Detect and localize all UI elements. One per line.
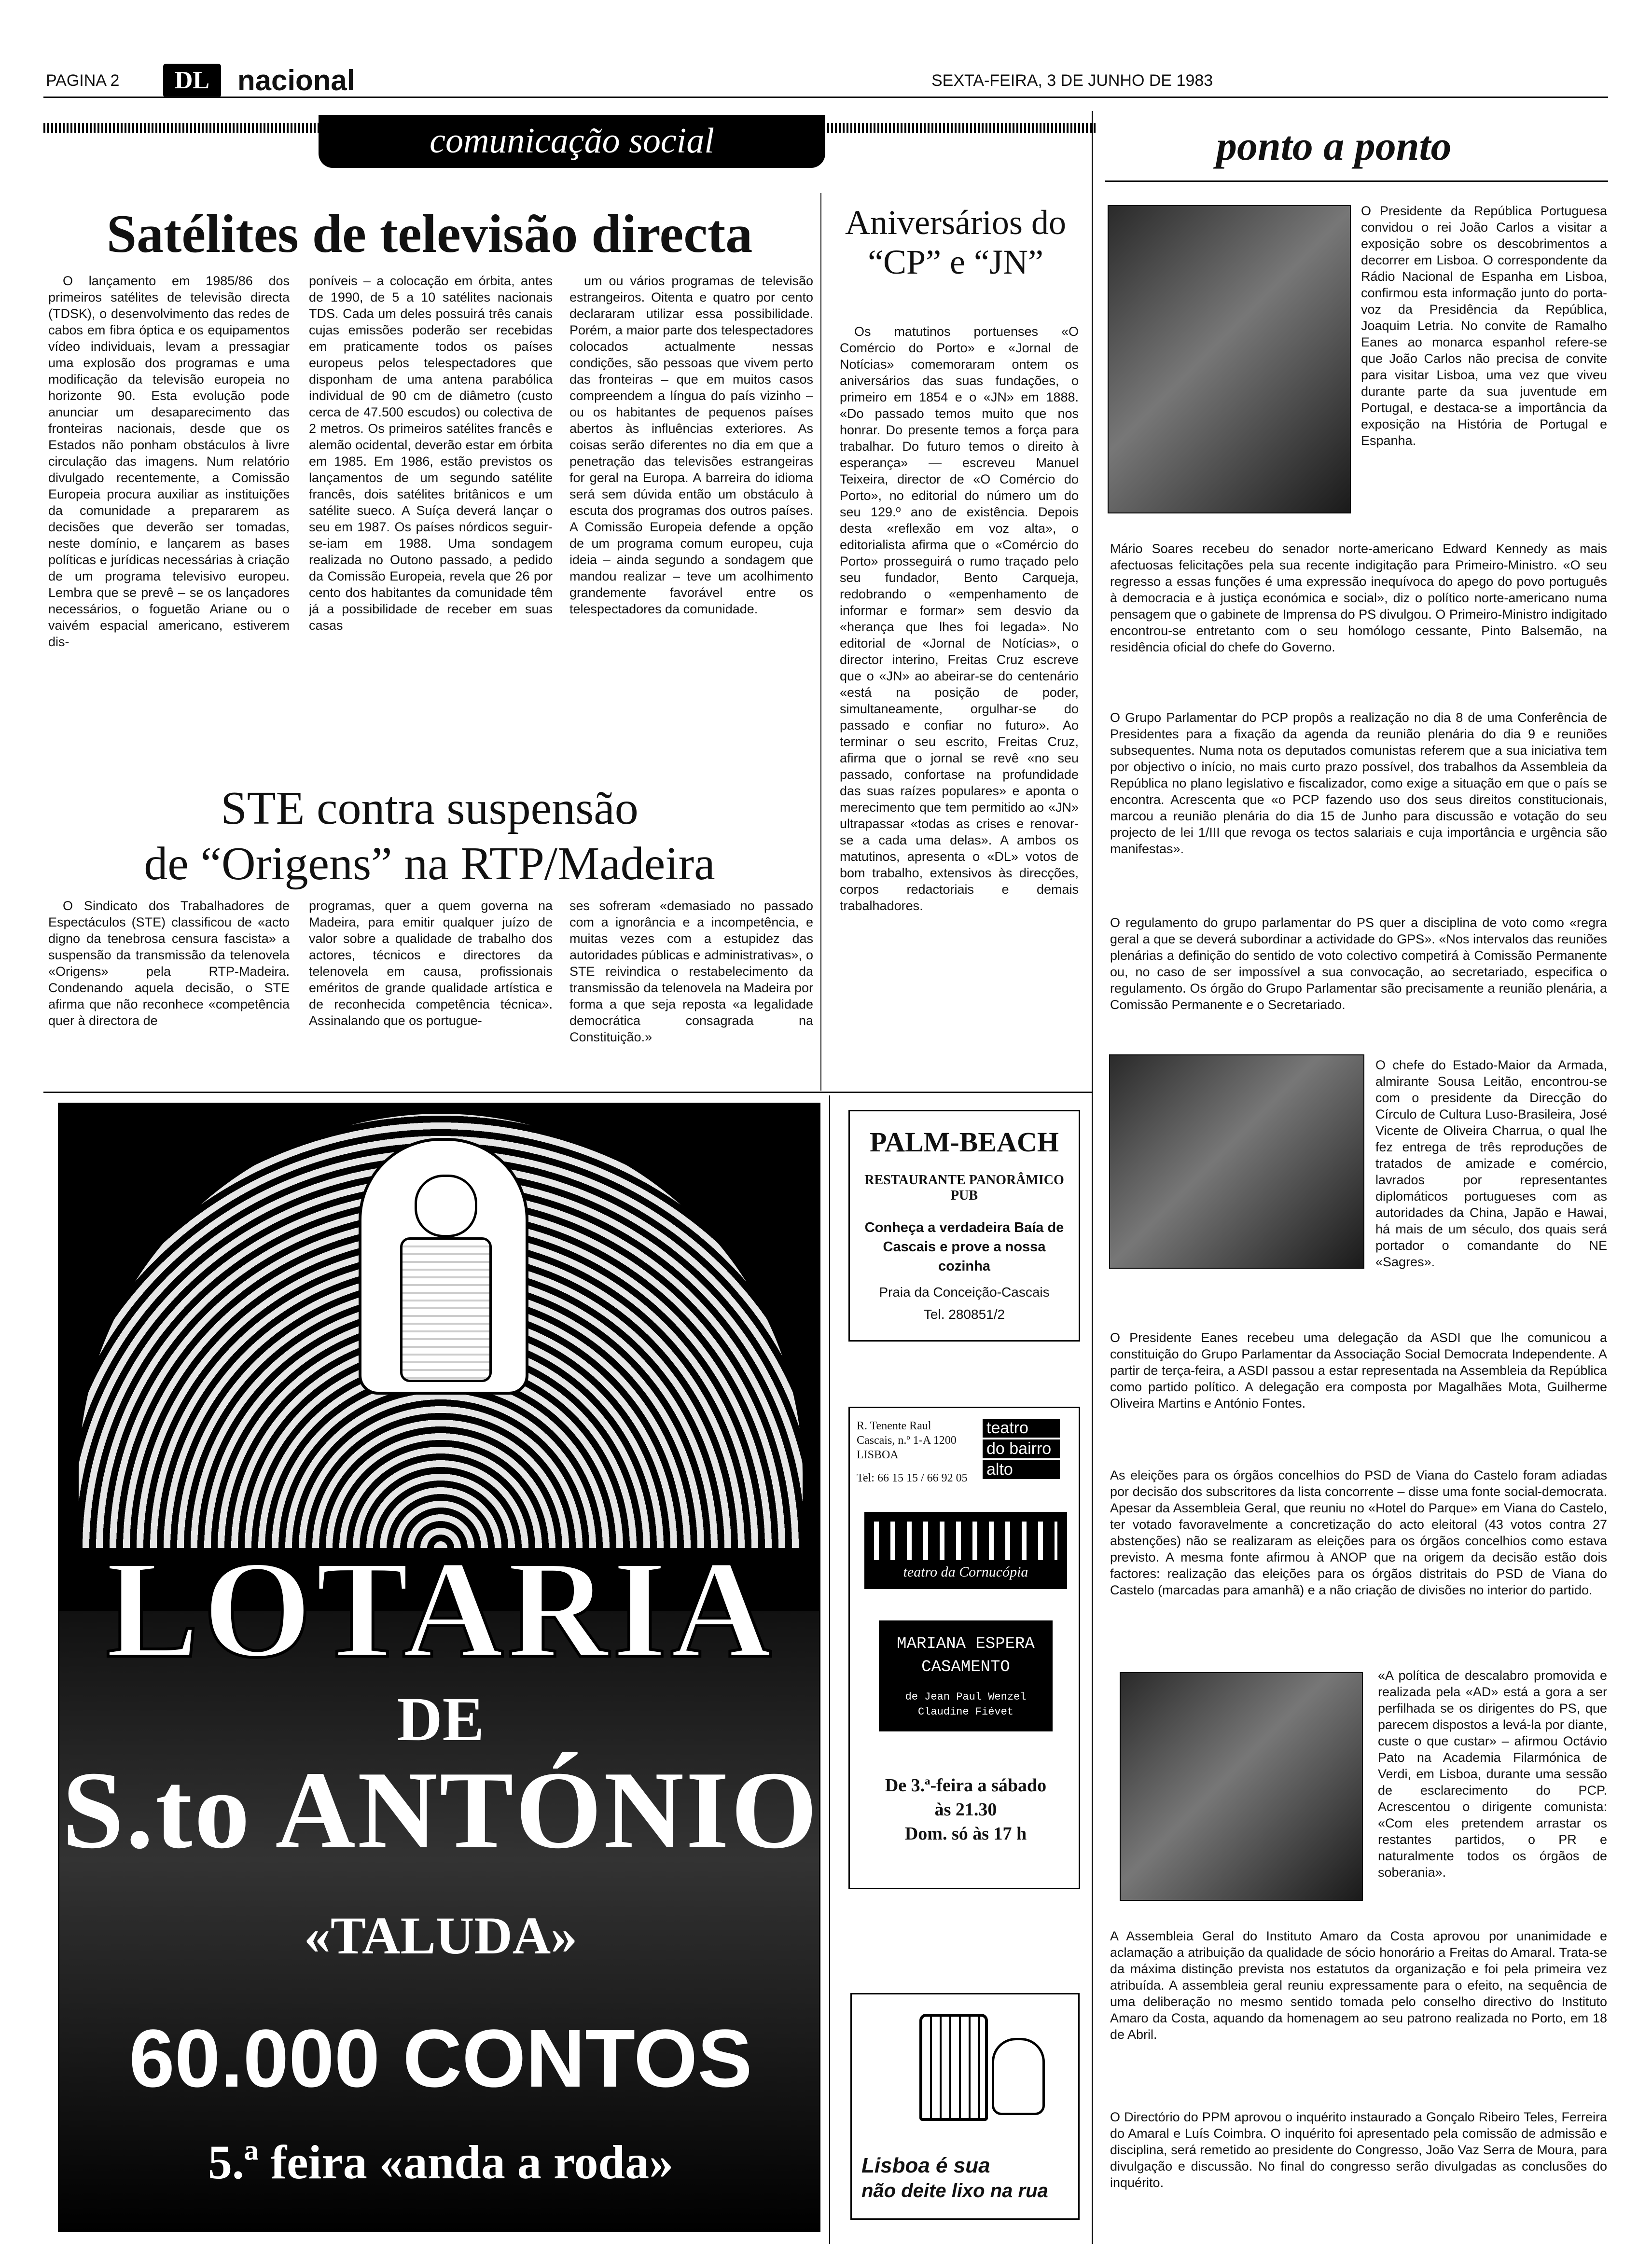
ad-lotaria	[58, 1103, 820, 2232]
trash-bin-illustration	[919, 2014, 988, 2121]
teatro-schedule-1: De 3.ª-feira a sábado	[885, 1775, 1047, 1796]
ads-column-rule	[829, 1095, 830, 2244]
ad-lisboa-lixo	[850, 1993, 1080, 2220]
lotaria-title: LOTARIA	[105, 1532, 776, 1687]
teatro-schedule-3: Dom. só às 17 h	[904, 1824, 1027, 1844]
header-rule	[43, 97, 1608, 98]
palm-title: PALM-BEACH	[869, 1126, 1059, 1158]
article-ste-title-line1: STE contra suspensão	[221, 782, 639, 834]
cornucopia-label: teatro da Cornucópia	[903, 1564, 1028, 1580]
article-satelites-title: Satélites de televisão directa	[106, 204, 753, 264]
banner-ponto-a-ponto: ponto a ponto	[1216, 123, 1452, 169]
page-label: PAGINA 2	[46, 71, 120, 90]
article-aniversarios-text: Os matutinos portuenses «O Comércio do Porto» e «Jornal de Notícias» comemoraram ontem os aniversários das suas fundações, o primeiro em 1854 e o «JN» em 1888. «Do passado temos muito que nos honrar. Do presente temos a força para trabalhar. Do futuro temos o direito à esperança» — escreveu Manuel Teixeira, director de «O Comércio do Porto», no editorial do número um do seu 129.º ano de existência. Depois desta «reflexão em voz alta», o editorialista afirma que o «Comércio do Porto» prosseguirá o rumo traçado pelo seu fundador, Bento Carqueja, redobrando o «empenhamento de informar e formar» sem desvio da «herança que lhes foi legada». No editorial de «Jornal de Notícias», o director interino, Freitas Cruz escreve que o «JN» ao abeirar-se do centenário «está na posição de poder, simultaneamente, orgulhar-se do passado e confiar no futuro». Ao terminar o seu escrito, Freitas Cruz, afirma que o jornal se revê «no seu passado, confortase na profundidade das suas raízes populares» e aponta o merecimento que tem permitido ao «JN» ultrapassar «todas as crises e renovar-se a cada uma delas». A ambos os matutinos, apresenta o «DL» votos de bom trabalho, extensivos às direcções, corpos redactoriais e demais trabalhadores.	[840, 324, 1079, 913]
article-satelites-col2: poníveis – a colocação em órbita, antes de 1990, de 5 a 10 satélites nacionais TDS. Cada um deles possuirá três canais cujas emissões poderão ser recebidas em praticamente todos os países europeus pelos telespectadores que disponham de uma antena parabólica individual de 90 cm de diâmetro (custo cerca de 47.500 escudos) ou colectiva de 2 metros. Os primeiros satélites francês e alemão ocidental, deverão estar em órbita em 1985. Em 1986, estão previstos os lançamentos de um segundo satélite francês, dois satélites britânicos e um satélite sueco. A Suíça deverá lançar o seu em 1987. Os países nórdicos seguir-se-iam em 1988. Uma sondagem realizada no Outono passado, a pedido da Comissão Europeia, revela que 26 por cento dos habitantes da comunidade têm já a possibilidade de receber em suas casas	[309, 274, 553, 633]
ponto-item-7: As eleições para os órgãos concelhios do PSD de Viana do Castelo foram adiadas por decisão dos subscritores da lista concorrente – disse uma fonte social-democrata. Apesar da Assembleia Geral, que reuniu no «Hotel do Parque» em Viana do Castelo, ter votado favoravelmente a concretização do acto eleitoral (43 votos contra 27 abstenções) não se realizaram as eleições para os órgãos concelhios como estava previsto. A mesma fonte afirmou à ANOP que na origem da decisão estão dois factores: realização das eleições para os órgãos distritais do PSD de Viana do Castelo (marcadas para amanhã) e a não criação de divisões no interior do partido.	[1110, 1468, 1607, 1597]
lixo-text-1: Lisboa é sua	[861, 2154, 990, 2177]
ponto-top-rule	[1105, 180, 1608, 182]
ponto-item-8: «A política de descalabro promovida e realizada pela «AD» está a gora a ser perfilhada se os dirigentes do PS, que parecem dispostos a levá-la por diante, custe o que custar» – afirmou Octávio Pato na Academia Filarmónica de Verdi, em Lisboa, durante uma sessão de esclarecimento do PCP. Acrescentou o dirigente comunista: «Com eles pretendem arrastar os restantes partidos, o PR e naturalmente todos os órgãos de soberania».	[1378, 1668, 1607, 1880]
lotaria-santo-antonio: S.to ANTÓNIO	[62, 1748, 819, 1871]
teatro-logo: teatro do bairro alto	[983, 1419, 1060, 1479]
palm-address: Praia da Conceição-Cascais	[879, 1285, 1050, 1300]
ponto-item-2: Mário Soares recebeu do senador norte-americano Edward Kennedy as mais afectuosas felicitações pela sua recente indigitação para Primeiro-Ministro. «O seu regresso a essas funções é uma expressão inequívoca do apego do povo português à democracia e à justiça económica e social», diz o político norte-americano numa pensagem que o gabinete de Imprensa do PS divulgou. O Primeiro-Ministro indigitado encontrou-se entretanto com o seu homólogo cessante, Pinto Balsemão, na residência oficial do chefe do Governo.	[1110, 541, 1607, 654]
ponto-item-4: O regulamento do grupo parlamentar do PS quer a disciplina de voto como «regra geral a que se deverá subordinar a actividade do GPS». «Nos intervalos das reuniões plenárias a definição do sentido de voto colectivo competirá à Comissão Permanente ou, no caso de ser impossível a sua convocação, ao secretariado, especifica o regulamento. Os órgão do Grupo Parlamentar são precisamente a reunião plenária, a Comissão Permanente e o Secretariado.	[1110, 915, 1607, 1012]
newspaper-logo: DL	[163, 64, 221, 97]
article-ste-col3: ses sofreram «demasiado no passado com a ignorância e a incompetência, e muitas vezes com a estupidez das autoridades públicas e administrativas», o STE reivindica o restabelecimento da transmissão da telenovela na Madeira por forma a que seja reposta «a legalidade democrática consagrada na Constituição.»	[569, 899, 813, 1044]
photo-rei-joao-carlos	[1108, 205, 1351, 513]
teatro-address: R. Tenente Raul Cascais, n.º 1-A 1200 LISBOA	[857, 1420, 957, 1461]
cartoon-figure	[992, 2038, 1045, 2115]
lotaria-de: DE	[397, 1685, 485, 1754]
photo-almirante-sousa-leitao	[1109, 1054, 1364, 1269]
palm-sub2: PUB	[951, 1188, 978, 1203]
lotaria-taluda: «TALUDA»	[304, 1906, 578, 1965]
ponto-item-1: O Presidente da República Portuguesa convidou o rei João Carlos a visitar a exposição sobre os descobrimentos a decorrer em Lisboa. O correspondente da Rádio Nacional de Espanha em Lisboa, confirmou esta informação junto do porta-voz da Presidência da República, Joaquim Letria. No convite de Ramalho Eanes ao monarca espanhol refere-se que João Carlos não precisa de convite para visitar Lisboa, uma vez que viveu durante parte da sua juventude em Portugal, e destaca-se a importância da exposição na História de Portugal e Espanha.	[1361, 204, 1607, 448]
article-aniversarios-title: Aniversários do “CP” e “JN”	[845, 203, 1066, 281]
article-ste-col1: O Sindicato dos Trabalhadores de Espectáculos (STE) classificou de «acto digno da tenebrosa censura fascista» a suspensão da transmissão da telenovela «Origens» pela RTP-Madeira. Condenando aquela decisão, o STE afirma que não reconhece «competência quer à directora de	[48, 899, 290, 1028]
lixo-text-2: não deite lixo na rua	[861, 2180, 1048, 2201]
palm-sub1: RESTAURANTE PANORÂMICO	[864, 1173, 1064, 1188]
ad-teatro	[848, 1407, 1080, 1889]
mid-rule	[43, 1092, 1093, 1093]
teatro-schedule-2: às 21.30	[934, 1799, 997, 1820]
banner-comunicacao-label: comunicação social	[430, 121, 714, 161]
palm-tel: Tel. 280851/2	[923, 1307, 1005, 1322]
palm-body: Conheça a verdadeira Baía de Cascais e prove a nossa cozinha	[864, 1220, 1064, 1274]
lotaria-anda-a-roda: 5.ª feira «anda a roda»	[208, 2135, 674, 2189]
ponto-item-3: O Grupo Parlamentar do PCP propôs a realização no dia 8 de uma Conferência de Presidentes para a fixação da agenda da reunião plenária do dia 9 e reuniões subsequentes. Numa nota os deputados comunistas referem que a sua iniciativa tem por objectivo o início, no mais curto prazo possível, dos trabalhos da Assembleia da República no plano legislativo e fiscalizador, como exige a situação em que o país se encontra. Acrescenta que «o PCP fazendo uso dos seus direitos constitucionais, marcou a reunião plenária do dia 15 de Junho para discussão e votação do seu projecto de lei 1/III que revoga os tectos salariais e cuja importância e urgência são manifestas».	[1110, 710, 1607, 856]
ponto-item-9: A Assembleia Geral do Instituto Amaro da Costa aprovou por unanimidade e aclamação a atribuição da qualidade de sócio honorário a Freitas do Amaral. Trata-se da máxima distinção prevista nos estatutos da organização e foi pela primeira vez atribuída. A assembleia geral reuniu expressamente para o efeito, na sequência de uma deliberação no mesmo sentido tomada pelo conselho directivo do Instituto Amaro da Costa, aquando da homenagem ao seu patrono realizada no Porto, em 18 de Abril.	[1110, 1929, 1607, 2042]
article-ste-title-line2: de “Origens” na RTP/Madeira	[144, 838, 715, 890]
ponto-item-6: O Presidente Eanes recebeu uma delegação da ASDI que lhe comunicou a constituição do Grupo Parlamentar da Associação Social Democrata Independente. A partir de terça-feira, a ASDI passou a estar representada na Assembleia da República como partido político. A delegação era composta por Magalhães Mota, Guilherme Oliveira Martins e António Fontes.	[1110, 1330, 1607, 1411]
article-ste-col2: programas, quer a quem governa na Madeira, para emitir qualquer juízo de valor sobre a qualidade de trabalho dos actores, técnicos e directores da telenovela em causa, profissionais eméritos de grande qualidade artística e de reconhecida competência técnica». Assinalando que os portugue-	[309, 899, 553, 1028]
section-title: nacional	[237, 64, 355, 97]
ponto-item-5: O chefe do Estado-Maior da Armada, almirante Sousa Leitão, encontrou-se com o presidente da Direcção do Círculo de Cultura Luso-Brasileira, José Vicente de Oliveira Charrua, o qual lhe fez entrega de três reproduções de tratados de amizade e comércio, lavrados por representantes diplomáticos portugueses com as autoridades da China, Japão e Hawai, há mais de um século, dos quais será portador o comandante do NE «Sagres».	[1375, 1058, 1607, 1269]
ad-palm-beach	[848, 1110, 1080, 1342]
teatro-tel: Tel: 66 15 15 / 66 92 05	[857, 1472, 968, 1484]
header-date: SEXTA-FEIRA, 3 DE JUNHO DE 1983	[931, 71, 1213, 90]
photo-octavio-pato	[1120, 1672, 1363, 1901]
cornucopia-banner	[864, 1512, 1067, 1589]
column-rule-aniversarios	[820, 193, 821, 1091]
article-satelites-col1: O lançamento em 1985/86 dos primeiros satélites de televisão directa (TDSK), o desenvolvimento das redes de cabos em fibra óptica e os equipamentos vídeo individuais, levam a pressagiar uma explosão dos programas e uma modificação da televisão europeia no horizonte 90. Esta evolução pode anunciar um desaparecimento das fronteiras nacionais, desde que os Estados não ponham obstáculos à livre circulação das imagens. Num relatório divulgado recentemente, a Comissão Europeia procura auxiliar as instituições da comunidade a prepararem as decisões que deverão ser tomadas, neste domínio, e lançarem as bases políticas e jurídicas necessárias à criação de um programa televisivo europeu. Lembra que se prevê – se os lançadores necessários, o foguetão Ariane ou o vaivém espacial americano, estiverem dis-	[48, 274, 290, 649]
saint-antonio-illustration	[359, 1138, 528, 1395]
column-rule-main	[1092, 111, 1093, 2244]
play-box: MARIANA ESPERA CASAMENTO de Jean Paul Wenzel Claudine Fiévet	[879, 1620, 1053, 1731]
lotaria-contos: 60.000 CONTOS	[129, 2013, 752, 2104]
article-satelites-col3: um ou vários programas de televisão estrangeiros. Oitenta e quatro por cento declararam utilizar essa possibilidade. Porém, a maior parte dos telespectadores colocados actualmente nessas condições, são pessoas que vivem perto das fronteiras – que em muitos casos compreendem a língua do país vizinho – ou os habitantes de pequenos países abertos às influências exteriores. As coisas serão diferentes no dia em que a penetração das televisões estrangeiras for geral na Europa. A barreira do idioma será sem dúvida então um obstáculo à escuta dos programas dos outros países. A Comissão Europeia defende a opção de um programa comum europeu, cuja ideia – ainda segundo a sondagem que mandou realizar – teve um acolhimento grandemente favorável entre os telespectadores da comunidade.	[569, 274, 813, 616]
ponto-item-10: O Directório do PPM aprovou o inquérito instaurado a Gonçalo Ribeiro Teles, Ferreira do Amaral e Luís Coimbra. O inquérito foi apresentado pela comissão de admissão e disciplina, será remetido ao presidente do Congresso, João Vaz Serra de Moura, para divulgação e discussão. No final do congresso serão divulgadas as conclusões do inquérito.	[1110, 2110, 1607, 2190]
